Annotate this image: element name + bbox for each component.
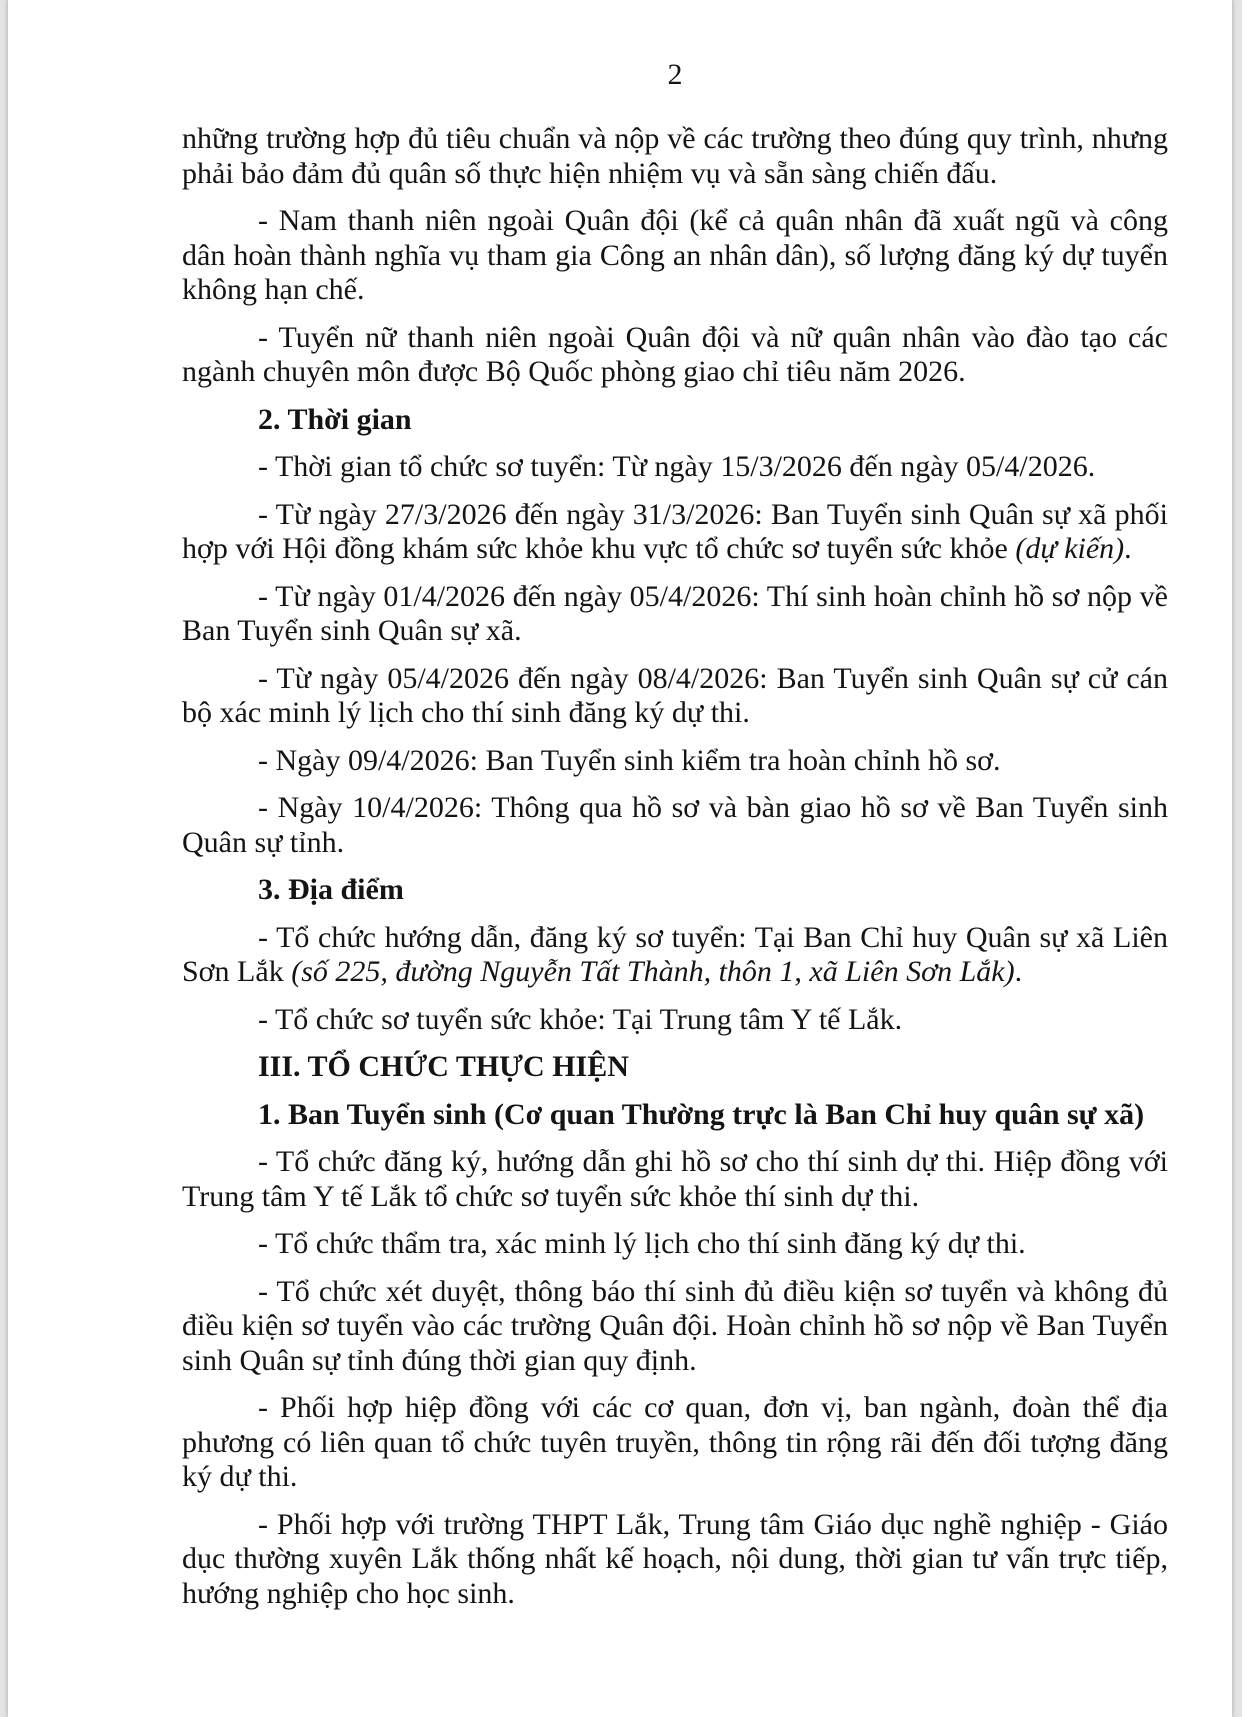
- document-paragraph: [182, 1508, 1168, 1612]
- document-paragraph: [182, 662, 1168, 731]
- document-paragraph: [182, 1145, 1168, 1214]
- document-paragraph: [182, 1227, 1168, 1262]
- document-paragraph: [182, 1275, 1168, 1379]
- text-run: - Tổ chức xét duyệt, thông báo thí sinh đủ điều kiện sơ tuyển và không đủ điều kiện sơ tuyển vào các trường Quân đội. Hoàn chỉnh hồ sơ nộp về Ban Tuyển sinh Quân sự tỉnh đúng thời gian quy định.: [182, 1274, 1168, 1377]
- document-paragraph: [182, 450, 1168, 485]
- text-run: - Tổ chức sơ tuyển sức khỏe: Tại Trung tâm Y tế Lắk.: [258, 1002, 903, 1036]
- text-run: III. TỔ CHỨC THỰC HIỆN: [258, 1050, 629, 1083]
- text-run: - Tuyển nữ thanh niên ngoài Quân đội và nữ quân nhân vào đào tạo các ngành chuyên môn được Bộ Quốc phòng giao chỉ tiêu năm 2026.: [182, 320, 1168, 388]
- document-paragraph: [182, 498, 1168, 567]
- text-run: 2. Thời gian: [258, 402, 412, 436]
- document-heading: [182, 873, 1168, 908]
- text-run: - Tổ chức đăng ký, hướng dẫn ghi hồ sơ cho thí sinh dự thi. Hiệp đồng với Trung tâm Y tế Lắk tổ chức sơ tuyển sức khỏe thí sinh dự thi.: [182, 1145, 1168, 1213]
- document-paragraph: [182, 204, 1168, 308]
- text-run: - Ngày 10/4/2026: Thông qua hồ sơ và bàn giao hồ sơ về Ban Tuyển sinh Quân sự tỉnh.: [182, 791, 1168, 859]
- document-paragraph: [182, 921, 1168, 990]
- text-run: - Phối hợp với trường THPT Lắk, Trung tâm Giáo dục nghề nghiệp - Giáo dục thường xuyên Lắk thống nhất kế hoạch, nội dung, thời gian tư vấn trực tiếp, hướng nghiệp cho học sinh.: [182, 1507, 1168, 1610]
- page-number: 2: [667, 58, 683, 91]
- text-run: 1. Ban Tuyển sinh (Cơ quan Thường trực là Ban Chỉ huy quân sự xã): [258, 1097, 1145, 1131]
- document-heading: [182, 403, 1168, 438]
- document-paragraph: [182, 744, 1168, 779]
- text-run: - Tổ chức thẩm tra, xác minh lý lịch cho thí sinh đăng ký dự thi.: [258, 1227, 1026, 1260]
- text-run: - Nam thanh niên ngoài Quân đội (kể cả quân nhân đã xuất ngũ và công dân hoàn thành nghĩa vụ tham gia Công an nhân dân), số lượng đăng ký dự tuyển không hạn chế.: [182, 204, 1168, 306]
- text-run: .: [1124, 532, 1132, 565]
- text-run: - Ngày 09/4/2026: Ban Tuyển sinh kiểm tra hoàn chỉnh hồ sơ.: [258, 743, 1001, 777]
- document-paragraph: [182, 580, 1168, 649]
- text-run-italic: (dự kiến): [1015, 532, 1125, 565]
- text-run: 3. Địa điểm: [258, 873, 404, 906]
- text-run: - Từ ngày 01/4/2026 đến ngày 05/4/2026: Thí sinh hoàn chỉnh hồ sơ nộp về Ban Tuyển sinh Quân sự xã.: [182, 579, 1168, 647]
- document-heading: [182, 1098, 1168, 1133]
- text-run: những trường hợp đủ tiêu chuẩn và nộp về các trường theo đúng quy trình, nhưng phải bảo đảm đủ quân số thực hiện nhiệm vụ và sẵn sàng chiến đấu.: [182, 122, 1168, 190]
- text-run: - Từ ngày 05/4/2026 đến ngày 08/4/2026: Ban Tuyển sinh Quân sự cử cán bộ xác minh lý lịch cho thí sinh đăng ký dự thi.: [182, 661, 1168, 729]
- text-run: - Tổ chức hướng dẫn, đăng ký sơ tuyển: Tại Ban Chỉ huy Quân sự xã Liên Sơn Lắk: [182, 920, 1168, 988]
- text-run: - Phối hợp hiệp đồng với các cơ quan, đơn vị, ban ngành, đoàn thể địa phương có liên quan tổ chức tuyên truyền, thông tin rộng rãi đến đối tượng đăng ký dự thi.: [182, 1391, 1168, 1493]
- document-paragraph: [182, 122, 1168, 191]
- document-page: [8, 0, 1232, 1717]
- document-paragraph: [182, 1391, 1168, 1495]
- document-paragraph: [182, 321, 1168, 390]
- text-run: - Thời gian tổ chức sơ tuyển: Từ ngày 15/3/2026 đến ngày 05/4/2026.: [258, 450, 1096, 483]
- text-run: - Từ ngày 27/3/2026 đến ngày 31/3/2026: Ban Tuyển sinh Quân sự xã phối hợp với Hội đồng khám sức khỏe khu vực tổ chức sơ tuyển sức khỏe: [182, 497, 1168, 565]
- document-heading: [182, 1050, 1168, 1085]
- text-run: .: [1014, 955, 1023, 988]
- document-paragraph: [182, 791, 1168, 860]
- text-run-italic: (số 225, đường Nguyễn Tất Thành, thôn 1, xã Liên Sơn Lắk): [291, 955, 1015, 988]
- document-body: [182, 122, 1168, 1611]
- document-paragraph: [182, 1003, 1168, 1038]
